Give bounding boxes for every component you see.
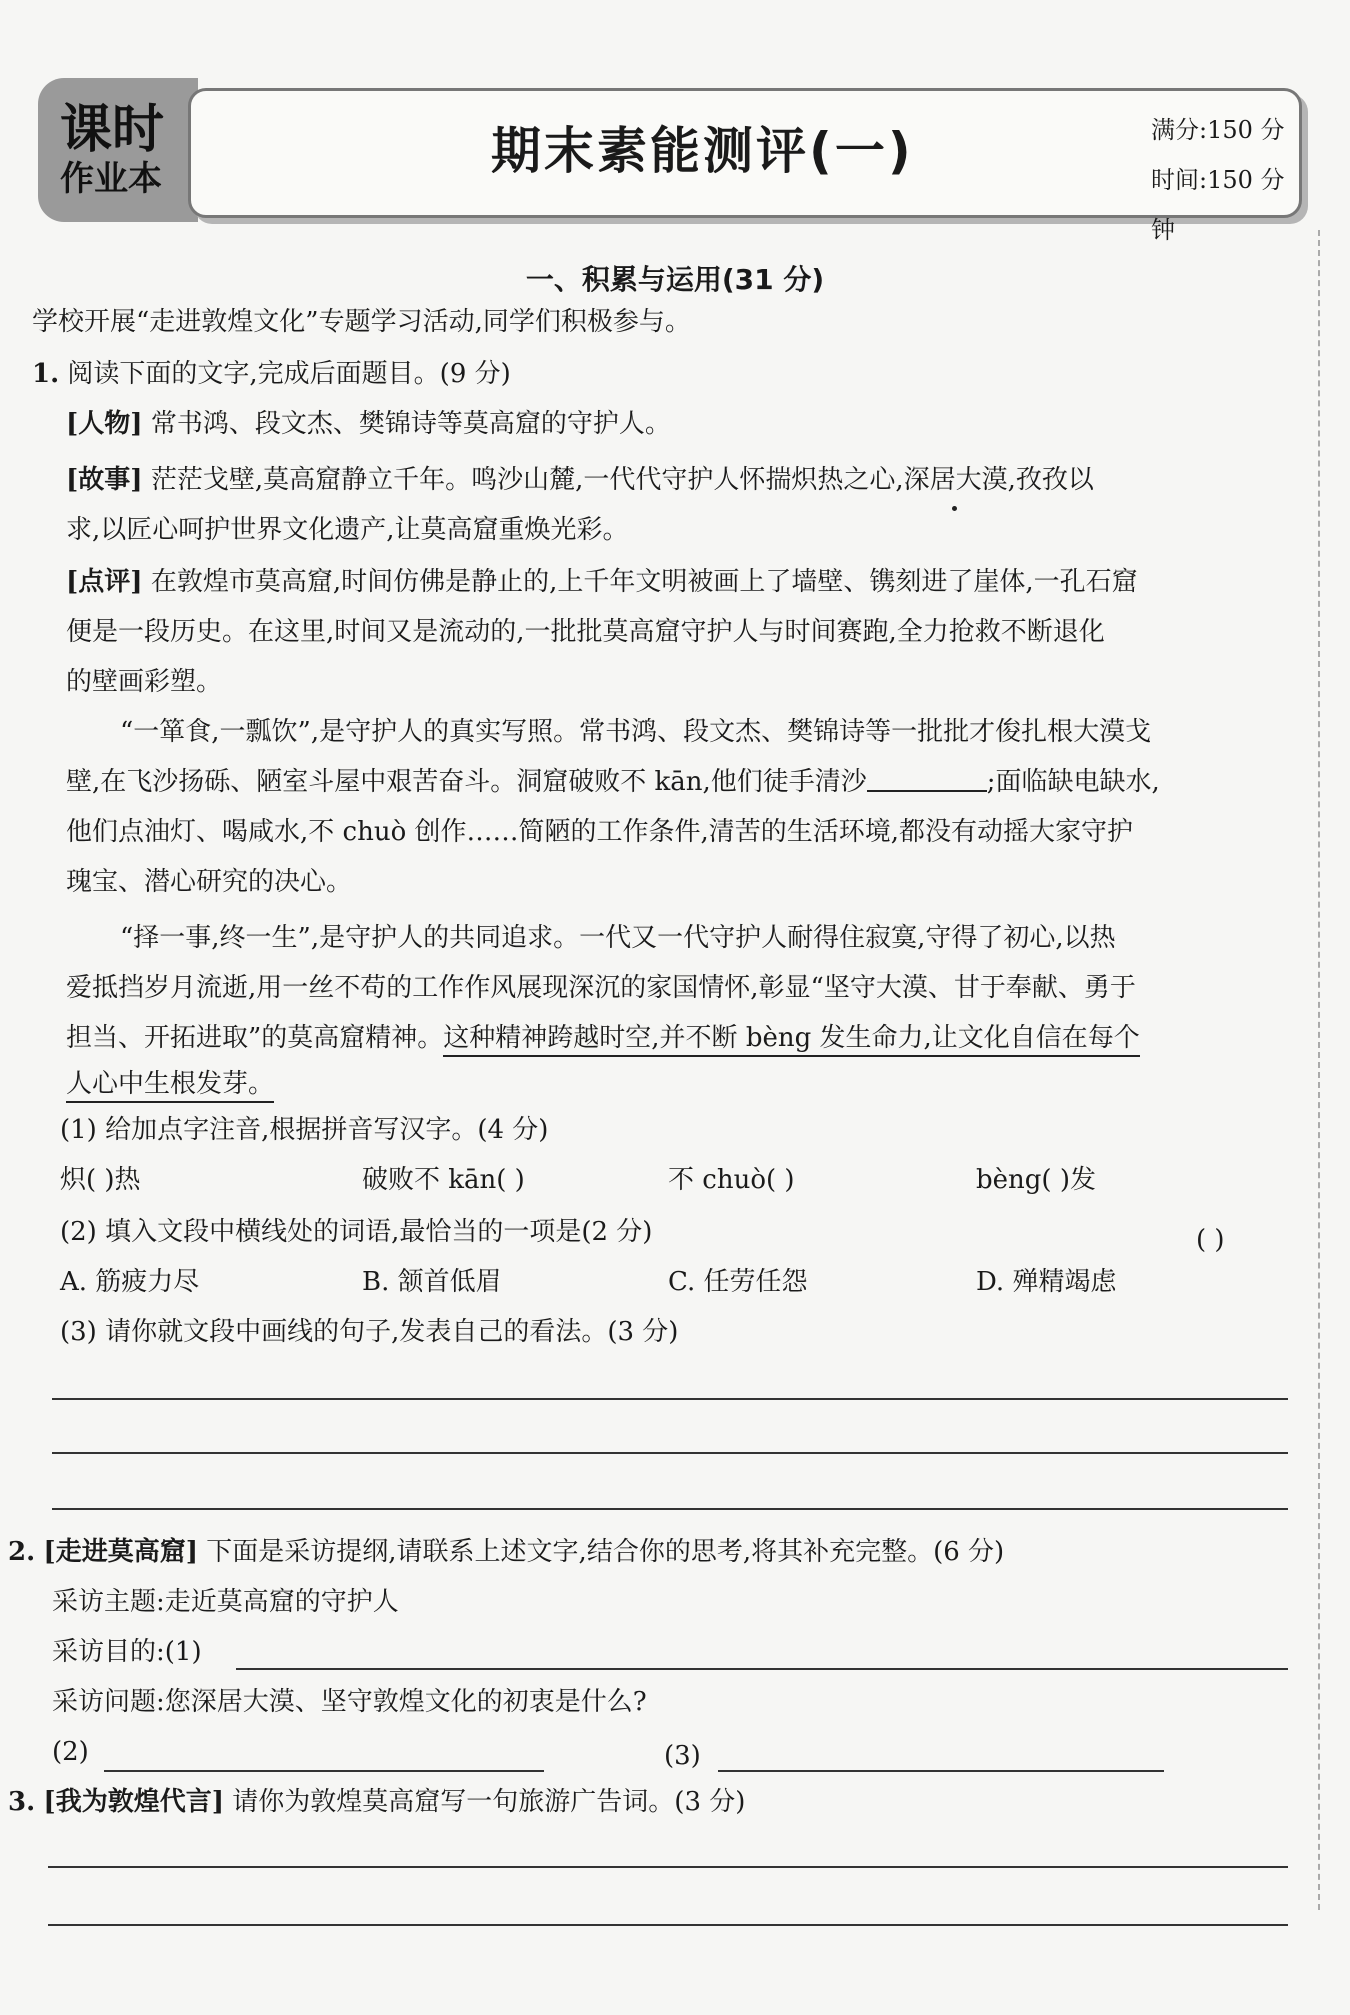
answer-line[interactable] [48, 1924, 1288, 1926]
q1-p2-line2 [66, 764, 1160, 800]
q1-review-line3: 的壁画彩塑。 [66, 667, 223, 697]
q2-number: 2. [8, 1537, 36, 1567]
option-b[interactable]: B. 颔首低眉 [362, 1267, 502, 1297]
p2-line2-b: ;面临缺电缺水, [986, 767, 1160, 797]
exam-meta [1151, 105, 1299, 255]
q1-p2-line4: 瑰宝、潜心研究的决心。 [66, 867, 353, 897]
sub1-item-b[interactable]: 破败不 kān( ) [362, 1165, 525, 1195]
fill-blank[interactable] [867, 766, 987, 792]
blank-3-line[interactable] [718, 1770, 1164, 1772]
q3-stem-text: 请你为敦煌莫高窟写一句旅游广告词。(3 分) [232, 1787, 746, 1817]
underlined-sentence-end: 人心中生根发芽。 [66, 1069, 274, 1103]
q1-stem [32, 356, 511, 392]
time-limit: 时间:150 分钟 [1151, 166, 1285, 244]
q1-number: 1. [32, 359, 60, 389]
q1-characters [66, 406, 671, 442]
option-a[interactable]: A. 筋疲力尽 [60, 1267, 200, 1297]
q1-review-line1 [66, 564, 1138, 600]
q1-story-line2: 求,以匠心呵护世界文化遗产,让莫高窟重焕光彩。 [66, 515, 629, 545]
interview-question: 采访问题:您深居大漠、坚守敦煌文化的初衷是什么? [52, 1687, 647, 1717]
characters-text: 常书鸿、段文杰、樊锦诗等莫高窟的守护人。 [150, 409, 671, 439]
q1-p3-line4 [66, 1066, 274, 1102]
p2-line2-a: 壁,在飞沙扬砾、陋室斗屋中艰苦奋斗。洞窟破败不 kān,他们徒手清沙 [66, 767, 867, 797]
q1-sub2: (2) 填入文段中横线处的词语,最恰当的一项是(2 分) [60, 1217, 653, 1247]
q1-p2-line1: “一箪食,一瓢饮”,是守护人的真实写照。常书鸿、段文杰、樊锦诗等一批批才俊扎根大漠戈 [120, 717, 1152, 747]
answer-line[interactable] [52, 1398, 1288, 1400]
sub1-item-a[interactable]: 炽( )热 [60, 1165, 141, 1195]
review-tag: [点评] [66, 567, 143, 597]
underlined-sentence: 这种精神跨越时空,并不断 bèng 发生命力,让文化自信在每个 [443, 1023, 1139, 1057]
q1-story-line1 [66, 462, 1094, 498]
binding-line [1318, 230, 1320, 1910]
section-intro: 学校开展“走进敦煌文化”专题学习活动,同学们积极参与。 [32, 307, 691, 337]
title-box [188, 88, 1302, 244]
q1-stem-text: 阅读下面的文字,完成后面题目。(9 分) [67, 359, 511, 389]
q2-stem-text: 下面是采访提纲,请联系上述文字,结合你的思考,将其补充完整。(6 分) [206, 1537, 1005, 1567]
story-text1: 茫茫戈壁,莫高窟静立千年。鸣沙山麓,一代代守护人怀揣炽热之心,深居大漠,孜孜以 [150, 465, 1094, 495]
option-d[interactable]: D. 殚精竭虑 [976, 1267, 1117, 1297]
q3-stem [8, 1784, 745, 1820]
story-tag: [故事] [66, 465, 143, 495]
q1-sub1: (1) 给加点字注音,根据拼音写汉字。(4 分) [60, 1115, 549, 1145]
blank-2-line[interactable] [104, 1770, 544, 1772]
full-score: 满分:150 分 [1151, 116, 1285, 144]
blank-3-label: (3) [664, 1741, 701, 1771]
q2-stem [8, 1534, 1004, 1570]
answer-line[interactable] [52, 1508, 1288, 1510]
page-title: 期末素能测评(一) [491, 122, 914, 180]
q3-tag: [我为敦煌代言] [43, 1787, 225, 1817]
section-title: 一、积累与运用(31 分) [525, 263, 825, 296]
publisher-logo [38, 78, 198, 222]
purpose-answer-line[interactable] [236, 1668, 1288, 1670]
interview-topic: 采访主题:走近莫高窟的守护人 [52, 1587, 399, 1617]
p3-line3-a: 担当、开拓进取”的莫高窟精神。 [66, 1023, 444, 1053]
option-c[interactable]: C. 任劳任怨 [668, 1267, 808, 1297]
q1-p2-line3: 他们点油灯、喝咸水,不 chuò 创作……简陋的工作条件,清苦的生活环境,都没有动摇大家守护 [66, 817, 1134, 847]
q1-sub3: (3) 请你就文段中画线的句子,发表自己的看法。(3 分) [60, 1317, 679, 1347]
review-text1: 在敦煌市莫高窟,时间仿佛是静止的,上千年文明被画上了墙壁、镌刻进了崖体,一孔石窟 [150, 567, 1138, 597]
interview-purpose: 采访目的:(1) [52, 1637, 202, 1667]
q1-p3-line1: “择一事,终一生”,是守护人的共同追求。一代又一代守护人耐得住寂寞,守得了初心,以热 [120, 923, 1116, 953]
q3-number: 3. [8, 1787, 36, 1817]
answer-line[interactable] [52, 1452, 1288, 1454]
characters-tag: [人物] [66, 409, 143, 439]
logo-line1: 课时 [60, 100, 165, 160]
q2-tag: [走进莫高窟] [43, 1537, 199, 1567]
header [38, 78, 1300, 244]
q1-p3-line2: 爱抵挡岁月流逝,用一丝不苟的工作作风展现深沉的家国情怀,彰显“坚守大漠、甘于奉献、勇于 [66, 973, 1136, 1003]
q1-review-line2: 便是一段历史。在这里,时间又是流动的,一批批莫高窟守护人与时间赛跑,全力抢救不断退化 [66, 617, 1105, 647]
sub1-item-c[interactable]: 不 chuò( ) [668, 1165, 795, 1195]
emphasis-dot [952, 506, 957, 511]
sub2-answer-paren[interactable]: ( ) [1196, 1225, 1225, 1255]
sub1-item-d[interactable]: bèng( )发 [976, 1165, 1096, 1195]
logo-line2: 作业本 [60, 159, 162, 199]
blank-2-label: (2) [52, 1737, 89, 1767]
q1-p3-line3 [66, 1020, 1140, 1056]
answer-line[interactable] [48, 1866, 1288, 1868]
